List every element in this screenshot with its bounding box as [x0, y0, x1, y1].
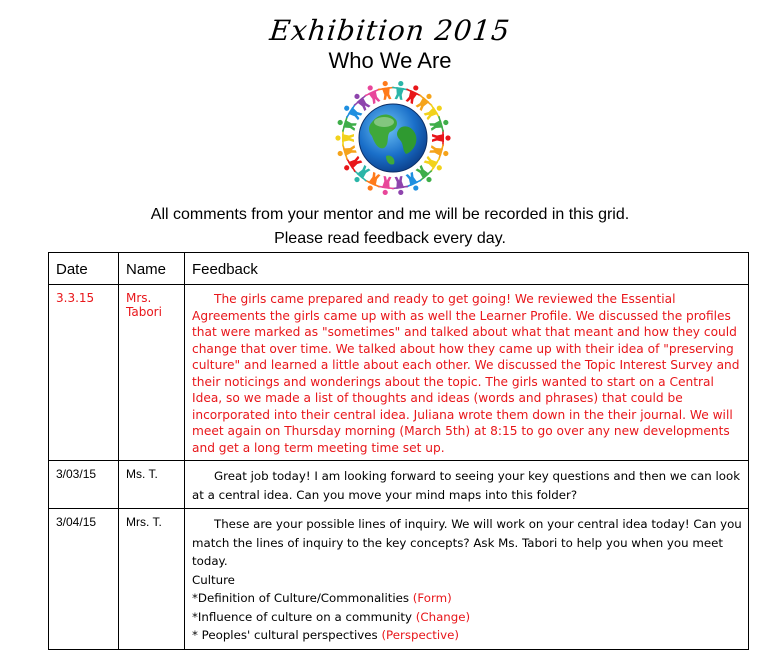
note-read-daily: Please read feedback every day.	[274, 230, 506, 247]
table-header-row	[49, 253, 749, 285]
inquiry-line	[192, 626, 742, 645]
culture-heading: Culture	[192, 572, 235, 587]
person-figure	[432, 130, 451, 146]
column-header-feedback: Feedback	[185, 253, 749, 285]
globe-with-people-icon	[330, 78, 456, 198]
row-feedback	[185, 461, 749, 509]
feedback-text: These are your possible lines of inquiry. We will work on your central idea today! Can you match the lines of inquiry to the key concepts? Ask Ms. Tabori to help you when you meet today.	[192, 517, 742, 568]
page-subtitle: Who We Are	[328, 48, 452, 73]
inquiry-line-text: *Definition of Culture/Commonalities	[192, 591, 410, 605]
person-figure	[428, 114, 450, 135]
note-comments: All comments from your mentor and me will be recorded in this grid.	[150, 206, 630, 223]
inquiry-line	[192, 589, 742, 608]
feedback-grid	[48, 252, 749, 650]
row-date: 3/03/15	[49, 461, 119, 509]
row-name: Ms. T.	[119, 461, 185, 509]
person-figure	[377, 80, 395, 101]
person-figure	[391, 175, 409, 196]
globe-illustration	[330, 78, 456, 198]
column-header-date: Date	[49, 253, 119, 285]
table-row	[49, 461, 749, 509]
person-figure	[377, 175, 395, 196]
person-figure	[391, 80, 409, 101]
row-date: 3.3.15	[49, 285, 119, 461]
row-name: Mrs. T.	[119, 509, 185, 650]
inquiry-line	[192, 608, 742, 627]
row-feedback: The girls came prepared and ready to get going! We reviewed the Essential Agreements the girls came up with as well the Learner Profile. We discussed the profiles that were marked as "sometimes" and talked about what that meant and how they could change that over time. We talked about how they came up with their idea of "preserving culture" and learned a little about each other. We discussed the Topic Interest Survey and their noticings and wonderings about the topic. The girls wanted to start on a Central Idea, so we made a list of thoughts and ideas (words and phrases) that could be incorporated into their central idea. Juliana wrote them down in the their journal. We will meet again on Thursday morning (March 5th) at 8:15 to go over any new developments and get a long term meeting time set up.	[185, 285, 749, 461]
row-name: Mrs. Tabori	[119, 285, 185, 461]
inquiry-line-text: * Peoples' cultural perspectives	[192, 628, 378, 642]
table-row	[49, 285, 749, 461]
feedback-text: Great job today! I am looking forward to seeing your key questions and then we can look at a central idea. Can you move your mind maps into this folder?	[192, 469, 741, 502]
inquiry-line-text: *Influence of culture on a community	[192, 609, 412, 624]
key-concept: (Perspective)	[381, 628, 459, 642]
person-figure	[335, 141, 357, 162]
column-header-name: Name	[119, 253, 185, 285]
row-date: 3/04/15	[49, 509, 119, 650]
row-feedback	[185, 509, 749, 650]
key-concept: (Change)	[415, 609, 471, 624]
person-figure	[335, 130, 354, 146]
key-concept: (Form)	[412, 591, 452, 605]
table-row	[49, 509, 749, 650]
exhibition-title: Exhibition 2015	[268, 14, 512, 47]
